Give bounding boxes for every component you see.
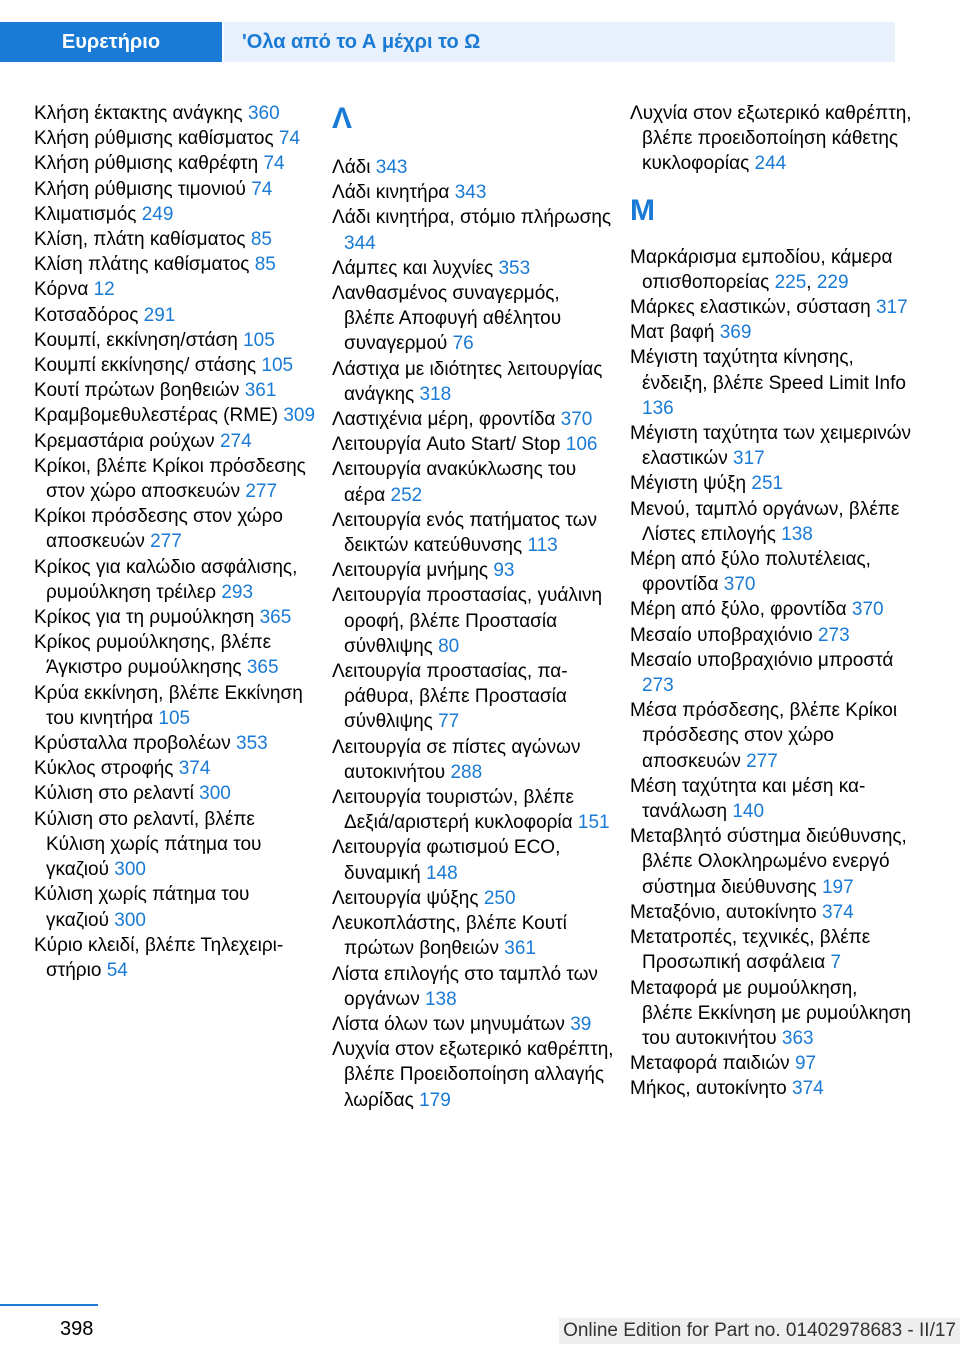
page-reference-link[interactable]: 85 <box>250 229 272 251</box>
page-reference-link[interactable]: 273 <box>817 624 850 646</box>
page-reference-link[interactable]: 138 <box>781 523 813 545</box>
page-reference-link[interactable]: 136 <box>642 397 674 419</box>
index-entry <box>34 202 316 227</box>
index-entry <box>332 281 614 357</box>
index-entry <box>630 900 912 925</box>
index-entry <box>332 1037 614 1113</box>
page-reference-link[interactable]: 374 <box>821 901 854 923</box>
index-entry-text: Κρύσταλλα προβολέων <box>34 733 231 755</box>
tab-a-to-z[interactable]: 'Ολα από το Α μέχρι το Ω <box>224 22 895 62</box>
index-entry-text: Λάδι κινητήρα <box>332 182 450 204</box>
index-entry <box>34 353 316 378</box>
index-entry-text: Λάδι <box>332 157 371 178</box>
index-entry-text: Κουμπί εκκίνησης/ στάσης <box>34 355 257 377</box>
index-entry <box>332 911 614 961</box>
index-entry-text: Μεσαίο υποβραχιόνιο <box>630 624 813 646</box>
index-entry-text: Λειτουργία ενός πατήματος των δεικτών κατεύθυνσης <box>332 509 597 557</box>
index-entry <box>630 597 912 622</box>
index-entry-text: Μέρη από ξύλο πολυτέλειας, φροντίδα <box>630 549 871 596</box>
page-reference-link[interactable]: 229 <box>816 271 849 293</box>
index-entry <box>34 605 316 630</box>
index-entry-text: Μαρκάρισμα εμποδίου, κάμερα οπισθοπορείας <box>630 246 893 293</box>
index-entry-text: Μεσαίο υποβραχιόνιο μπροστά <box>630 649 894 671</box>
index-entry <box>332 357 614 407</box>
index-entry <box>332 180 614 205</box>
index-entry <box>34 101 316 126</box>
index-entry-text: Κλιματισμός <box>34 203 137 225</box>
index-entry-text: Λάδι κινητήρα, στόμιο πλήρωσης <box>332 207 612 229</box>
index-entry-text: Μέγιστη ψύξη <box>630 473 747 495</box>
page-reference-link[interactable]: 54 <box>106 959 128 981</box>
page-reference-link[interactable]: 74 <box>263 153 285 175</box>
index-entry <box>630 774 912 824</box>
page-number: 398 <box>60 1318 94 1340</box>
index-entry <box>34 151 316 176</box>
index-entry-text: Λειτουργία ανακύκλωσης του αέρα <box>332 459 577 506</box>
page-reference-link[interactable]: 85 <box>254 254 276 276</box>
index-entry <box>332 785 614 835</box>
index-entry <box>332 835 614 885</box>
index-entry-text: Κρίκος για καλώδιο ασφάλισης, ρυμούλκηση τρέιλερ <box>34 556 298 603</box>
index-entry <box>34 630 316 680</box>
index-entry <box>34 328 316 353</box>
page-reference-link[interactable]: 374 <box>178 758 211 780</box>
page-reference-link[interactable]: 365 <box>259 607 292 629</box>
index-entry <box>34 177 316 202</box>
index-entry <box>630 547 912 597</box>
page-reference-link[interactable]: 138 <box>424 988 457 1010</box>
index-entry-text: Λειτουργία ψύξης <box>332 887 479 909</box>
index-entry <box>630 320 912 345</box>
page-reference-link[interactable]: 363 <box>781 1027 814 1049</box>
index-entry-text: Κλήση έκτακτης ανάγκης <box>34 103 243 124</box>
index-entry-text: Μάρκες ελαστικών, σύσταση <box>630 297 871 319</box>
index-entry-text: Μενού, ταμπλό οργάνων, βλέπε Λίστες επιλογής <box>630 498 900 545</box>
index-entry-text: Κουτί πρώτων βοηθειών <box>34 380 240 402</box>
index-entry <box>34 378 316 403</box>
index-entry <box>332 1012 614 1037</box>
page-reference-link[interactable]: 97 <box>794 1053 817 1075</box>
page-reference-link[interactable]: 105 <box>158 707 191 729</box>
index-entry <box>630 471 912 496</box>
page-reference-link[interactable]: 105 <box>261 355 294 377</box>
index-entry-text: Κύλιση στο ρελαντί <box>34 783 194 805</box>
index-entry <box>630 623 912 648</box>
index-entry <box>332 962 614 1012</box>
page-reference-link[interactable]: 370 <box>723 574 756 596</box>
page-reference-link[interactable]: 277 <box>150 531 182 553</box>
page-reference-link[interactable]: 251 <box>751 473 784 495</box>
index-entry-text: Ματ βαφή <box>630 322 715 344</box>
page-reference-link[interactable]: 7 <box>830 952 842 974</box>
index-entry-text: Λάστιχα με ιδιότητες λειτουργίας ανάγκης <box>332 358 603 405</box>
page-reference-link[interactable]: 179 <box>419 1089 451 1111</box>
page-reference-link[interactable]: 317 <box>733 448 765 470</box>
index-entry <box>332 735 614 785</box>
edition-note: Online Edition for Part no. 01402978683 - II/17 <box>559 1318 960 1344</box>
index-entry-text: Μετατροπές, τεχνικές, βλέπε Προσωπική ασφάλεια <box>630 927 871 974</box>
index-column-2 <box>332 101 614 1113</box>
index-entry-text: Κόρνα <box>34 279 89 301</box>
index-entry-text: Μέγιστη ταχύτητα των χειμερινών ελαστικών <box>630 423 912 470</box>
index-entry <box>34 303 316 328</box>
page-reference-link[interactable]: 370 <box>560 409 593 431</box>
index-entry-text: Κύλιση στο ρελαντί, βλέπε Κύλιση χωρίς πάτημα του γκαζιού <box>34 808 262 881</box>
page-reference-link[interactable]: 300 <box>199 783 231 805</box>
section-letter-heading: Λ <box>332 102 353 135</box>
page-reference-link[interactable]: 318 <box>419 383 452 405</box>
index-entry-text: Λειτουργία σε πίστες αγώνων αυτοκινήτου <box>332 736 581 783</box>
index-entry-text: Μέση ταχύτητα και μέση κατανάλωση <box>630 775 866 823</box>
tab-index[interactable]: Ευρετήριο <box>0 22 222 62</box>
index-entry <box>630 345 912 421</box>
page-reference-link[interactable]: 344 <box>344 232 376 254</box>
index-entry-text: Κύριο κλειδί, βλέπε Τηλεχειριστήριο <box>34 934 284 981</box>
index-entry <box>34 807 316 883</box>
page-reference-link[interactable]: 93 <box>493 560 515 582</box>
index-entry-text: Λυχνία στον εξωτερικό καθρέπτη, βλέπε προειδοποίηση κάθετης κυκλοφορίας <box>630 103 912 175</box>
index-entry-text: Μήκος, αυτοκίνητο <box>630 1078 787 1100</box>
page-reference-link[interactable]: 288 <box>450 761 483 783</box>
page-reference-link[interactable]: 365 <box>246 657 279 679</box>
index-entry-text: Κλήση ρύθμισης καθίσματος <box>34 128 274 150</box>
index-entry-text: Κρίκοι πρόσδεσης στον χώρο αποσκευών <box>34 506 284 553</box>
index-entry <box>332 886 614 911</box>
index-entry <box>630 925 912 975</box>
page-reference-link[interactable]: 249 <box>141 203 174 225</box>
page-reference-link[interactable]: 369 <box>719 322 752 344</box>
index-entry-text: Κύλιση χωρίς πάτημα του γκαζιού <box>34 884 250 931</box>
index-entry <box>332 659 614 735</box>
page-reference-link[interactable]: 374 <box>792 1078 824 1100</box>
index-entry-text: Κλίση πλάτης καθίσματος <box>34 254 250 276</box>
page-reference-link[interactable]: 225 <box>774 271 807 293</box>
page-reference-link[interactable]: 343 <box>375 157 408 178</box>
index-entry <box>630 421 912 471</box>
page-reference-link[interactable]: 274 <box>219 430 252 452</box>
page-reference-link[interactable]: 309 <box>283 405 316 427</box>
page-reference-link[interactable]: 252 <box>390 484 423 506</box>
index-entry-text: Κουμπί, εκκίνηση/στάση <box>34 329 238 351</box>
page-reference-link[interactable]: 353 <box>498 257 531 279</box>
index-entry <box>332 508 614 558</box>
index-entry <box>34 227 316 252</box>
index-entry <box>34 933 316 983</box>
index-column-3 <box>630 101 912 1102</box>
index-entry-text: Λάμπες και λυχνίες <box>332 257 494 279</box>
page-reference-link[interactable]: 291 <box>143 304 176 326</box>
page-reference-link[interactable]: 300 <box>114 859 146 881</box>
index-entry-text: Λειτουργία προστασίας, γυάλινη οροφή, βλέπε Προστασία σύνθλιψης <box>332 585 603 657</box>
page-reference-link[interactable]: 370 <box>851 599 884 621</box>
index-entry <box>630 648 912 698</box>
index-entry <box>34 731 316 756</box>
index-entry-text: Κρίκοι, βλέπε Κρίκοι πρόσδεσης στον χώρο αποσκευών <box>34 455 306 503</box>
index-entry-text: Κρίκος για τη ρυμούλκηση <box>34 607 255 629</box>
index-entry-text: Μεταξόνιο, αυτοκίνητο <box>630 901 817 923</box>
index-entry-text: Κύκλος στροφής <box>34 758 174 780</box>
index-entry-text: Μέσα πρόσδεσης, βλέπε Κρίκοι πρόσδεσης στον χώρο αποσκευών <box>630 700 898 772</box>
index-entry <box>332 558 614 583</box>
index-entry <box>630 824 912 900</box>
index-entry <box>332 407 614 432</box>
index-entry-text: Μέγιστη ταχύτητα κίνησης, ένδειξη, βλέπε Speed Limit Info <box>630 347 906 394</box>
index-entry <box>332 432 614 457</box>
index-entry <box>630 976 912 1052</box>
page-reference-link[interactable]: 74 <box>278 128 301 150</box>
index-entry <box>332 583 614 659</box>
page-reference-link[interactable]: 277 <box>245 481 278 503</box>
page-reference-link[interactable]: 76 <box>452 333 474 355</box>
page-reference-link[interactable]: 105 <box>243 329 275 351</box>
page-reference-link[interactable]: 273 <box>642 675 674 697</box>
page-reference-link[interactable]: 293 <box>221 581 254 603</box>
page-reference-link[interactable]: 39 <box>570 1013 592 1035</box>
index-entry <box>34 454 316 504</box>
index-entry <box>34 277 316 302</box>
index-entry-text: Μεταφορά με ρυμούλκηση, βλέπε Εκκίνηση με ρυμούλκηση του αυτοκινήτου <box>630 977 911 1049</box>
index-entry <box>630 1051 912 1076</box>
page-reference-link[interactable]: 113 <box>527 535 558 557</box>
index-entry-text: Κρύα εκκίνηση, βλέπε Εκκίνηση του κινητήρα <box>34 682 303 729</box>
index-entry-text: Λειτουργία τουριστών, βλέπε Δεξιά/αριστερή κυκλοφορία <box>332 787 574 834</box>
index-entry-text: Κοτσαδόρος <box>34 304 139 326</box>
index-entry-text: Λαστιχένια μέρη, φροντίδα <box>332 409 556 431</box>
index-entry <box>34 403 316 428</box>
index-entry <box>34 252 316 277</box>
index-entry-text: Λίστα όλων των μηνυμάτων <box>332 1013 565 1035</box>
index-entry <box>630 698 912 774</box>
index-entry <box>332 155 614 180</box>
index-entry <box>34 882 316 932</box>
page-reference-link[interactable]: 244 <box>754 153 787 175</box>
index-entry-text: Κρίκος ρυμούλκησης, βλέπε Άγκιστρο ρυμούλκησης <box>34 632 272 679</box>
index-entry-text: Κλίση, πλάτη καθίσματος <box>34 229 246 251</box>
index-entry <box>630 295 912 320</box>
footer-divider <box>0 1304 98 1306</box>
index-entry-text: Λειτουργία Auto Start/ Stop <box>332 434 561 456</box>
index-entry-text: Κλήση ρύθμισης καθρέφτη <box>34 153 259 175</box>
index-entry <box>630 101 912 177</box>
index-entry <box>34 681 316 731</box>
index-entry <box>34 555 316 605</box>
index-entry-text: Μεταφορά παιδιών <box>630 1053 790 1075</box>
index-entry <box>332 457 614 507</box>
index-entry-text: Μέρη από ξύλο, φροντίδα <box>630 599 847 621</box>
index-entry <box>332 256 614 281</box>
index-entry-text: Κρεμαστάρια ρούχων <box>34 430 215 452</box>
page-reference-link[interactable]: 360 <box>247 103 280 124</box>
page-reference-link[interactable]: 353 <box>236 733 268 755</box>
index-entry <box>34 781 316 806</box>
page-reference-link[interactable]: 148 <box>425 862 458 884</box>
page-reference-link[interactable]: 77 <box>438 711 460 733</box>
index-entry-text: Λίστα επιλογής στο ταμπλό των οργάνων <box>332 963 598 1010</box>
page-reference-link[interactable]: 12 <box>93 279 115 301</box>
index-entry <box>34 429 316 454</box>
page-reference-link[interactable]: 343 <box>454 182 487 204</box>
page-reference-link[interactable]: 300 <box>114 909 146 931</box>
index-entry-text: Κλήση ρύθμισης τιμονιού <box>34 178 246 200</box>
page-reference-link[interactable]: 197 <box>821 876 854 898</box>
index-entry-text: Κραμβομεθυλεστέρας (RME) <box>34 405 279 427</box>
page-reference-link[interactable]: 361 <box>504 938 536 960</box>
index-entry <box>34 126 316 151</box>
page-reference-link[interactable]: 361 <box>244 380 277 402</box>
index-entry-text: Λανθασμένος συναγερμός, βλέπε Αποφυγή αθέλητου συναγερμού <box>332 283 562 355</box>
index-entry-text: Λειτουργία φωτισμού ECO, δυναμική <box>332 837 561 884</box>
index-entry <box>34 504 316 554</box>
page-reference-link[interactable]: 74 <box>251 178 273 200</box>
index-entry-text: Λειτουργία προστασίας, παράθυρα, βλέπε Προστασία σύνθλιψης <box>332 661 568 733</box>
page-reference-link[interactable]: 151 <box>577 812 610 834</box>
section-letter-heading: Μ <box>630 193 655 227</box>
page-reference-link[interactable]: 80 <box>438 635 460 657</box>
page-reference-link[interactable]: 317 <box>875 297 908 319</box>
page-reference-link[interactable]: 140 <box>732 801 765 823</box>
index-entry <box>630 497 912 547</box>
index-entry-text: Λευκοπλάστης, βλέπε Κουτί πρώτων βοηθειών <box>332 913 567 960</box>
page-reference-link[interactable]: 106 <box>565 434 598 456</box>
index-entry-text: Λειτουργία μνήμης <box>332 560 489 582</box>
header-bar <box>0 0 960 62</box>
index-entry <box>630 1076 912 1101</box>
index-entry-text: Λυχνία στον εξωτερικό καθρέπτη, βλέπε Προειδοποίηση αλλαγής λωρίδας <box>332 1039 614 1111</box>
index-entry-text: Μεταβλητό σύστημα διεύθυνσης, βλέπε Ολοκληρωμένο ενεργό σύστημα διεύθυνσης <box>630 826 907 898</box>
page-reference-link[interactable]: 277 <box>746 750 778 772</box>
index-entry <box>34 756 316 781</box>
page-reference-link[interactable]: 250 <box>483 887 516 909</box>
index-column-1 <box>34 101 316 983</box>
index-entry: Μαρκάρισμα εμποδίου, κάμερα οπισθοπορείας 225, 229 <box>630 246 893 293</box>
index-entry <box>332 205 614 255</box>
